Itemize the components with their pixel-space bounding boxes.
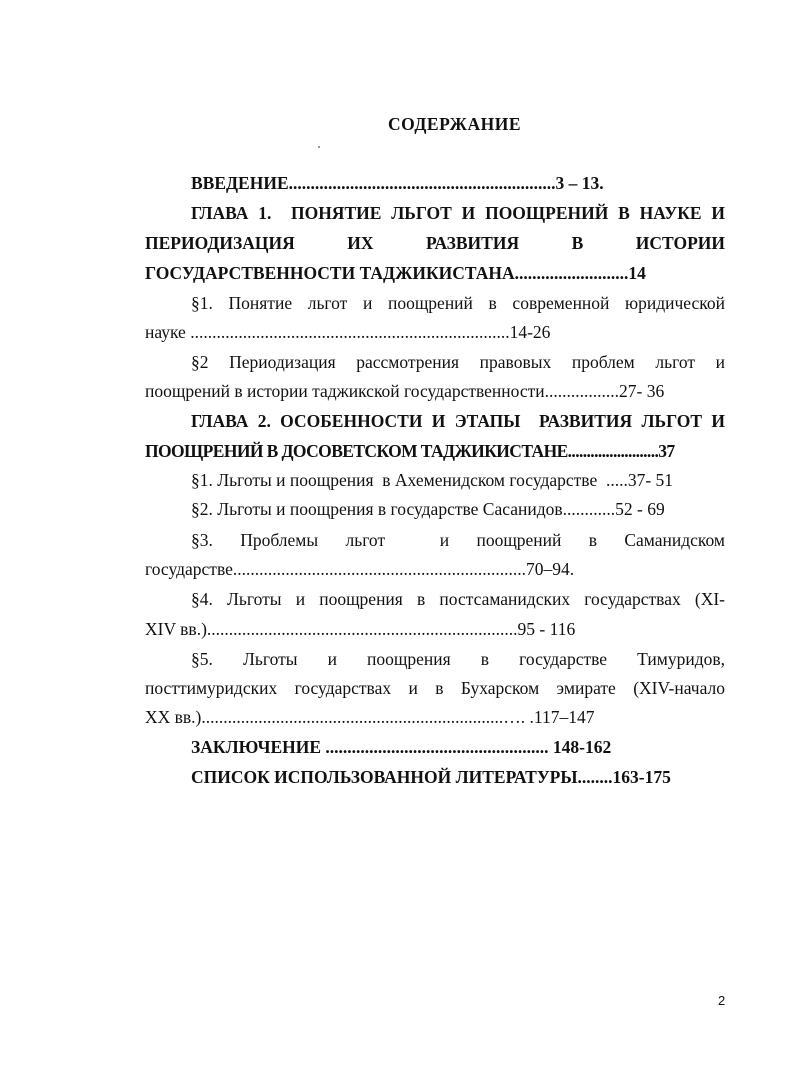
toc-section-2-4-line1: §4. Льготы и поощрения в постсаманидских государствах (XI- [191,589,725,609]
toc-section-2-5-line1: §5. Льготы и поощрения в государстве Тимуридов, [191,649,725,669]
toc-section-2-3-line2: государстве...................................................................70–94. [145,559,575,579]
toc-section-2-5-line3: XX вв.).....................................................................…. .117–147 [145,707,595,727]
toc-section-2-2: §2. Льготы и поощрения в государстве Сасанидов............52 - 69 [191,499,665,519]
toc-chapter2-line1: ГЛАВА 2. ОСОБЕННОСТИ И ЭТАПЫ РАЗВИТИЯ ЛЬГОТ И [191,411,725,431]
page-title: СОДЕРЖАНИЕ [388,114,522,134]
page-number: 2 [718,993,726,1008]
toc-section-2-4-line2: XIV вв.).......................................................................95 - 116 [145,619,576,639]
toc-intro: ВВЕДЕНИЕ.............................................................3 – 13. [191,173,604,193]
toc-section-1-1-line2: науке .........................................................................14-26 [145,322,551,342]
toc-section-2-1: §1. Льготы и поощрения в Ахеменидском государстве .....37- 51 [191,470,674,490]
toc-chapter1-line2: ПЕРИОДИЗАЦИЯ ИХ РАЗВИТИЯ В ИСТОРИИ [145,233,725,253]
toc-section-2-3-line1: §3. Проблемы льгот и поощрений в Саманидском [191,530,725,550]
toc-section-1-2-line2: поощрений в истории таджикской государственности.................27- 36 [145,381,665,401]
toc-conclusion: ЗАКЛЮЧЕНИЕ ................................................... 148-162 [191,737,612,757]
toc-chapter1-line3: ГОСУДАРСТВЕННОСТИ ТАДЖИКИСТАНА..........................14 [145,263,646,283]
toc-section-1-2-line1: §2 Периодизация рассмотрения правовых проблем льгот и [191,352,725,372]
scan-speck [318,146,320,148]
toc-chapter2-line2: ПООЩРЕНИЙ В ДОСОВЕТСКОМ ТАДЖИКИСТАНЕ........................37 [145,441,675,461]
toc-chapter1-line1: ГЛАВА 1. ПОНЯТИЕ ЛЬГОТ И ПООЩРЕНИЙ В НАУКЕ И [191,203,725,223]
toc-section-1-1-line1: §1. Понятие льгот и поощрений в современной юридической [191,293,725,313]
toc-bibliography: СПИСОК ИСПОЛЬЗОВАННОЙ ЛИТЕРАТУРЫ........163-175 [191,767,671,787]
toc-section-2-5-line2: посттимуридских государствах и в Бухарском эмирате (XIV-начало [145,678,725,698]
